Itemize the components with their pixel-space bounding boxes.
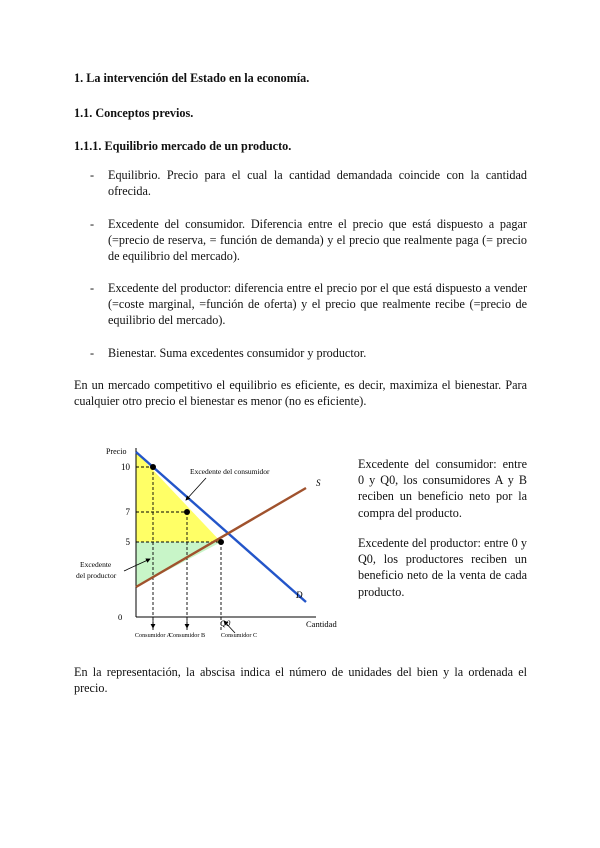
bullet-dash: - xyxy=(90,281,95,295)
y-tick-label: 10 xyxy=(121,462,130,472)
market-equilibrium-chart xyxy=(70,440,350,645)
bullet-dash: - xyxy=(90,346,95,360)
supply-label: S xyxy=(316,478,321,488)
x-axis-label: Cantidad xyxy=(306,619,337,629)
data-point xyxy=(184,509,190,515)
side-note-producer: Excedente del productor: entre 0 y Q0, los productores reciben un beneficio neto de la venta de cada producto. xyxy=(358,536,527,599)
producer-surplus-annotation-line1: Excedente xyxy=(80,560,112,569)
x-marker-label: Consumidor A xyxy=(134,632,172,639)
heading-section-1: 1. La intervención del Estado en la economía. xyxy=(74,71,310,85)
data-point xyxy=(150,464,156,470)
y-tick-labels xyxy=(121,462,131,547)
bullet-equilibrio xyxy=(90,167,527,199)
bullet-dash: - xyxy=(90,217,95,231)
bullet-text: Excedente del consumidor. Diferencia entre el precio que está dispuesto a pagar (=precio de reserva, = función de demanda) y el precio que realmente paga (= precio de equilibrio del mercado). xyxy=(108,217,527,263)
bullet-excedente-consumidor xyxy=(90,216,527,264)
bullet-bienestar xyxy=(90,345,527,361)
bullet-text: Equilibrio. Precio para el cual la cantidad demandada coincide con la cantidad ofrecida. xyxy=(108,168,527,198)
paragraph-axes: En la representación, la abscisa indica el número de unidades del bien y la ordenada el precio. xyxy=(74,665,527,695)
data-point xyxy=(218,539,224,545)
y-tick-label: 5 xyxy=(125,537,130,547)
q0-label: Q0 xyxy=(220,618,231,628)
y-tick-label: 7 xyxy=(125,507,130,517)
y-axis-label: Precio xyxy=(106,447,127,456)
producer-surplus-annotation-line2: del productor xyxy=(76,571,117,580)
consumer-surplus-pointer xyxy=(186,478,206,500)
heading-section-1-1: 1.1. Conceptos previos. xyxy=(74,106,194,120)
demand-label: D xyxy=(296,590,303,600)
bullet-dash: - xyxy=(90,168,95,182)
heading-section-1-1-1: 1.1.1. Equilibrio mercado de un producto. xyxy=(74,139,292,153)
x-marker-label: Consumidor B xyxy=(168,632,206,639)
consumer-surplus-area xyxy=(136,452,221,542)
x-marker-label: Consumidor C xyxy=(220,632,258,639)
origin-label: 0 xyxy=(118,612,123,622)
paragraph-efficiency: En un mercado competitivo el equilibrio es eficiente, es decir, maximiza el bienestar. Para cualquier otro precio el bienestar es menor (no es eficiente). xyxy=(74,378,527,408)
bullet-text: Excedente del productor: diferencia entre el precio por el que está dispuesto a vender (=coste marginal, =función de oferta) y el precio que realmente recibe (=precio de equilibrio del mercado). xyxy=(108,281,527,327)
side-note-consumer: Excedente del consumidor: entre 0 y Q0, los consumidores A y B reciben un beneficio neto por la compra del producto. xyxy=(358,457,527,520)
consumer-surplus-annotation: Excedente del consumidor xyxy=(190,467,270,476)
bullet-excedente-productor xyxy=(90,280,527,328)
bullet-text: Bienestar. Suma excedentes consumidor y productor. xyxy=(108,346,367,360)
